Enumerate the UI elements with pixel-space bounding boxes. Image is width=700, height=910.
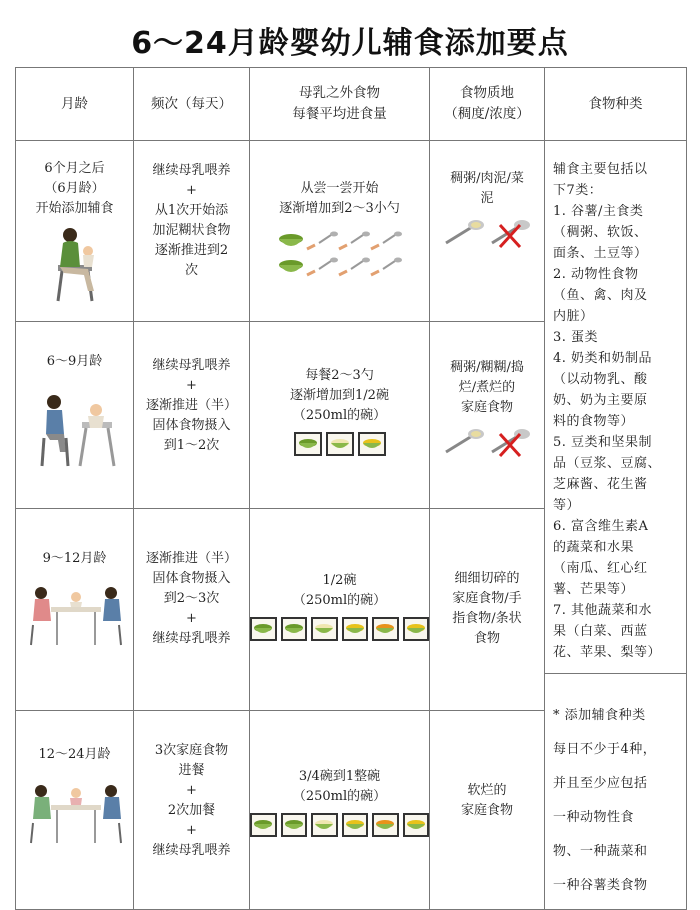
green-bowl-icon: [294, 432, 322, 456]
mother-feeding-in-highchair-icon: [30, 388, 120, 468]
kinds-line: （稠粥、软饭、: [553, 225, 648, 240]
age-cell: [16, 509, 134, 711]
spoon-consistency-icon: [442, 217, 532, 253]
texture-line: 烂/煮烂的: [458, 379, 516, 395]
family-meal-icon: [27, 775, 123, 845]
header-kinds: 食物种类: [545, 68, 687, 141]
kinds-line: 1. 谷薯/主食类: [553, 204, 644, 219]
header-texture: [430, 68, 545, 141]
kinds-line: 品（豆浆、豆腐、: [553, 456, 662, 471]
header-row: [16, 68, 687, 141]
kinds-line: 料的食物等）: [553, 414, 635, 429]
green-bowl-icon: [250, 617, 277, 641]
frequency-line: +: [186, 611, 197, 627]
age-line: 9～12月龄: [42, 551, 107, 567]
kinds-line: 奶、奶为主要原: [553, 393, 648, 408]
frequency-line: 逐渐推进到2: [154, 243, 229, 258]
green-bowl-icon: [250, 813, 277, 837]
header-amount-line1: 母乳之外食物: [299, 85, 380, 101]
age-line: （6月龄）: [44, 181, 105, 196]
amount-line: 3/4碗到1整碗: [298, 768, 381, 784]
texture-cell: [430, 321, 545, 508]
kinds-line: （鱼、禽、肉及: [553, 288, 648, 303]
frequency-line: 3次家庭食物: [154, 742, 229, 758]
age-cell: [16, 321, 134, 508]
frequency-line: 继续母乳喂养: [152, 357, 231, 373]
green-bowl-icon: [281, 617, 308, 641]
header-age: 月龄: [16, 68, 134, 141]
kinds-line: 面条、土豆等）: [553, 246, 648, 261]
yellow-bowl-icon: [358, 432, 386, 456]
bowl-row: [250, 617, 429, 641]
frequency-line: 逐渐推进（半）: [145, 397, 237, 413]
cream-bowl-icon: [311, 813, 338, 837]
amount-line: 逐渐增加到2～3小勺: [279, 201, 400, 216]
age-line: 6个月之后: [44, 161, 105, 176]
frequency-line: 继续母乳喂养: [152, 631, 231, 647]
kinds-line: 3. 蛋类: [553, 330, 599, 345]
frequency-line: 固体食物摄入: [152, 417, 231, 433]
note-line: 每日不少于4种，: [553, 742, 657, 757]
frequency-line: 逐渐推进（半）: [145, 551, 237, 567]
food-kinds-list: [545, 141, 686, 663]
kinds-line: 辅食主要包括以: [553, 162, 648, 177]
note-line: 一种谷薯类食物: [553, 878, 648, 893]
note-line: * 添加辅食种类: [553, 708, 646, 723]
frequency-line: +: [186, 822, 197, 838]
bowl-row: [250, 432, 429, 456]
kinds-line: 等）: [553, 498, 581, 513]
header-amount: [250, 68, 430, 141]
age-line: 6～9月龄: [46, 353, 103, 369]
cream-bowl-icon: [326, 432, 354, 456]
age-line: 12～24月龄: [38, 746, 111, 762]
amount-line: 从尝一尝开始: [300, 181, 379, 196]
kinds-line: 7. 其他蔬菜和水: [553, 603, 653, 618]
age-cell: [16, 710, 134, 909]
kinds-line: （南瓜、红心红: [553, 561, 648, 576]
texture-cell: [430, 710, 545, 909]
frequency-cell: [134, 141, 250, 322]
amount-cell: [250, 321, 430, 508]
feeding-guide-table: [15, 67, 687, 910]
frequency-line: 继续母乳喂养: [152, 842, 231, 858]
kinds-line: 果（白菜、西蓝: [553, 624, 648, 639]
amount-cell: [250, 141, 430, 322]
header-amount-line2: 每餐平均进食量: [292, 106, 387, 122]
amount-cell: [250, 509, 430, 711]
frequency-line: 从1次开始添: [154, 203, 229, 218]
header-texture-line1: 食物质地: [460, 85, 514, 101]
frequency-cell: [134, 710, 250, 909]
frequency-line: 加泥糊状食物: [152, 223, 231, 238]
kinds-line: 下7类：: [553, 183, 603, 198]
frequency-line: 固体食物摄入: [152, 571, 231, 587]
yellow-bowl-icon: [342, 617, 369, 641]
frequency-cell: [134, 509, 250, 711]
bowl-and-spoons-icon: [251, 225, 429, 281]
amount-line: （250ml的碗）: [292, 407, 387, 423]
kinds-line: 的蔬菜和水果: [553, 540, 635, 555]
kinds-cell: [545, 141, 687, 910]
spoon-consistency-icon: [442, 426, 532, 462]
frequency-line: +: [186, 782, 197, 798]
kinds-line: 芝麻酱、花生酱: [553, 477, 648, 492]
amount-line: 逐渐增加到1/2碗: [290, 387, 389, 403]
cream-bowl-icon: [311, 617, 338, 641]
green-bowl-icon: [281, 813, 308, 837]
amount-line: （250ml的碗）: [292, 593, 387, 609]
yellow-bowl-icon: [342, 813, 369, 837]
texture-line: 指食物/条状: [452, 611, 522, 627]
frequency-line: 进餐: [178, 762, 205, 778]
texture-line: 家庭食物/手: [452, 591, 522, 607]
frequency-line: 次: [184, 263, 198, 278]
frequency-line: 继续母乳喂养: [152, 163, 231, 178]
table-row: [16, 141, 687, 322]
kinds-line: 6. 富含维生素A: [553, 519, 649, 534]
amount-line: 每餐2～3勺: [305, 367, 374, 383]
kinds-line: 花、苹果、梨等）: [553, 645, 662, 660]
note-line: 并且至少应包括: [553, 776, 648, 791]
header-frequency: 频次（每天）: [134, 68, 250, 141]
texture-line: 稠粥/肉泥/菜: [450, 171, 524, 186]
frequency-line: 2次加餐: [167, 802, 216, 818]
texture-line: 家庭食物: [460, 399, 513, 415]
orange-bowl-icon: [372, 617, 399, 641]
kinds-line: 4. 奶类和奶制品: [553, 351, 653, 366]
amount-cell: [250, 710, 430, 909]
texture-line: 泥: [480, 191, 494, 206]
texture-cell: [430, 509, 545, 711]
texture-line: 食物: [473, 631, 500, 647]
kinds-line: 内脏）: [553, 309, 594, 324]
note-line: 一种动物性食: [553, 810, 635, 825]
frequency-line: +: [186, 183, 197, 198]
amount-line: 1/2碗: [322, 573, 357, 589]
texture-line: 家庭食物: [460, 802, 513, 818]
texture-line: 细细切碎的: [454, 571, 520, 587]
mother-feeding-infant-icon: [30, 225, 120, 303]
note-line: 物、一种蔬菜和: [553, 844, 648, 859]
texture-line: 稠粥/糊糊/捣: [450, 359, 524, 375]
family-at-table-icon: [27, 577, 123, 647]
frequency-line: +: [186, 377, 197, 393]
kinds-line: 薯、芒果等）: [553, 582, 635, 597]
kinds-line: 2. 动物性食物: [553, 267, 639, 282]
frequency-line: 到2～3次: [163, 591, 220, 607]
texture-cell: [430, 141, 545, 322]
header-texture-line2: （稠度/浓度）: [444, 106, 530, 122]
age-cell: [16, 141, 134, 322]
bowl-row: [250, 813, 429, 837]
amount-line: （250ml的碗）: [292, 788, 387, 804]
food-kinds-note: [545, 674, 686, 896]
yellow-bowl-icon: [403, 813, 430, 837]
frequency-line: 到1～2次: [163, 437, 220, 453]
age-line: 开始添加辅食: [35, 201, 114, 216]
kinds-line: 5. 豆类和坚果制: [553, 435, 653, 450]
yellow-bowl-icon: [403, 617, 430, 641]
orange-bowl-icon: [372, 813, 399, 837]
page-title: 6～24月龄婴幼儿辅食添加要点: [131, 26, 569, 61]
frequency-cell: [134, 321, 250, 508]
kinds-line: （以动物乳、酸: [553, 372, 648, 387]
texture-line: 软烂的: [467, 782, 507, 798]
